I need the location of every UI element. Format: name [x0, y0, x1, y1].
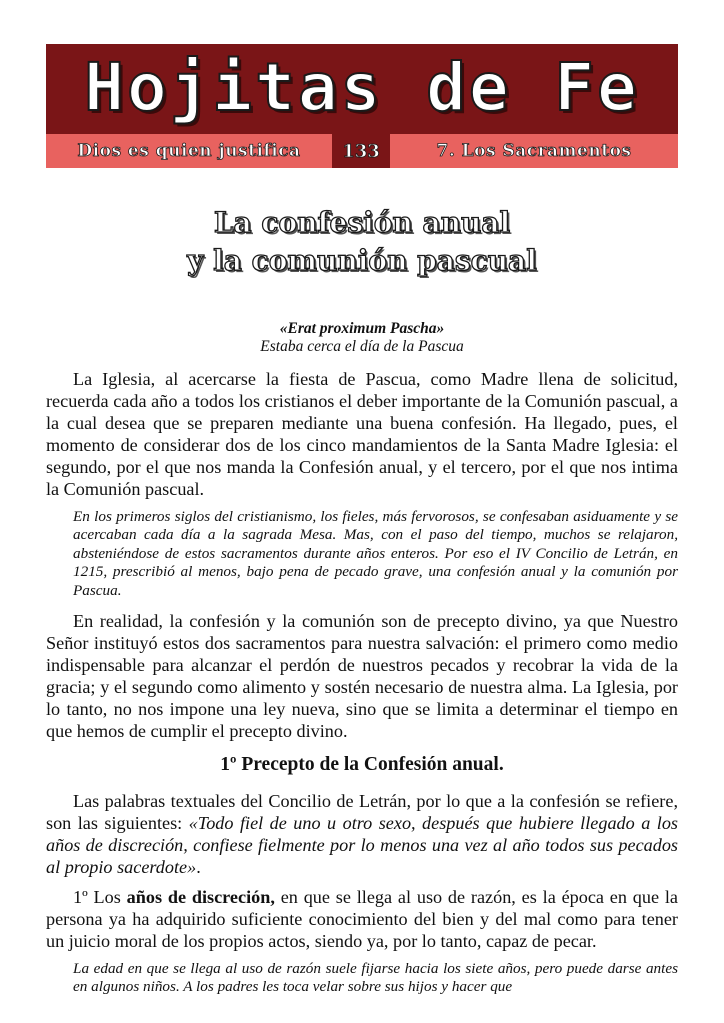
article-title-line-1: La confesión anual [213, 206, 511, 239]
paragraph-4-rest: en que se llega al uso de razón, es la época en que la persona ya ha adquirido suficiente conocimiento del bien y del mal como para tener un juicio moral de los propios actos, siendo ya, por lo tanto, capaz de pecar. [46, 887, 678, 952]
council-quote: «Todo fiel de uno u otro sexo, después que hubiere llegado a los años de discreción, confiese fielmente por lo menos una vez al año todos sus pecados al propio sacerdote» [46, 813, 678, 878]
issue-number: 133 [332, 134, 390, 168]
series-subtitle: Dios es quien justifica [77, 141, 301, 161]
masthead-title-band [46, 44, 678, 134]
publication-title: Hojitas de Fe [84, 49, 640, 126]
masthead-subtitle-bar [46, 134, 678, 168]
note-1: En los primeros siglos del cristianismo, los fieles, más fervorosos, se confesaban asiduamente y se acercaban cada día a la sagrada Mesa. Mas, con el paso del tiempo, muchos se relajaron, absteniéndose de estos sacramentos durante años enteros. Por eso el IV Concilio de Letrán, en 1215, prescribió al menos, bajo pena de pecado grave, una confesión anual y la comunión por Pascua. [73, 508, 678, 599]
paragraph-4 [46, 886, 678, 952]
section-label: 7. Los Sacramentos [436, 141, 632, 161]
paragraph-3 [46, 790, 678, 878]
paragraph-4-intro: 1º Los [73, 887, 127, 908]
paragraph-2: En realidad, la confesión y la comunión son de precepto divino, ya que Nuestro Señor instituyó estos dos sacramentos para nuestra salvación: el primero como medio indispensable para alcanzar el perdón de nuestros pecados y recobrar la vida de la gracia; y el segundo como alimento y sostén necesario de nuestra alma. La Iglesia, por lo tanto, no nos impone una ley nueva, sino que se limita a determinar el tiempo en que hemos de cumplir el precepto divino. [46, 611, 678, 742]
paragraph-3-intro: Las palabras textuales del Concilio de Letrán, por lo que a la confesión se refiere, son las siguientes: [46, 791, 678, 834]
paragraph-3-end: . [196, 857, 201, 878]
paragraph-4-term: años de discreción, [126, 887, 275, 908]
epigraph-translation: Estaba cerca el día de la Pascua [260, 338, 464, 355]
paragraph-1: La Iglesia, al acercarse la fiesta de Pascua, como Madre llena de solicitud, recuerda cada año a todos los cristianos el deber importante de la Comunión pascual, a la cual desea que se preparen mediante una buena confesión. Ha llegado, pues, el momento de considerar dos de los cinco mandamientos de la Santa Madre Iglesia: el segundo, por el que nos manda la Confesión anual, y el tercero, por el que nos intima la Comunión pascual. [46, 369, 678, 499]
epigraph-latin: «Erat proximum Pascha» [279, 320, 445, 337]
masthead [46, 44, 678, 168]
note-2: La edad en que se llega al uso de razón suele fijarse hacia los siete años, pero puede darse antes en algunos niños. A los padres les toca velar sobre sus hijos y hacer que [73, 960, 678, 996]
section-heading: 1º Precepto de la Confesión anual. [220, 754, 504, 776]
article-title [46, 204, 678, 280]
epigraph [46, 320, 678, 356]
article-title-line-2: y la comunión pascual [187, 244, 537, 277]
article-body [46, 320, 678, 1007]
